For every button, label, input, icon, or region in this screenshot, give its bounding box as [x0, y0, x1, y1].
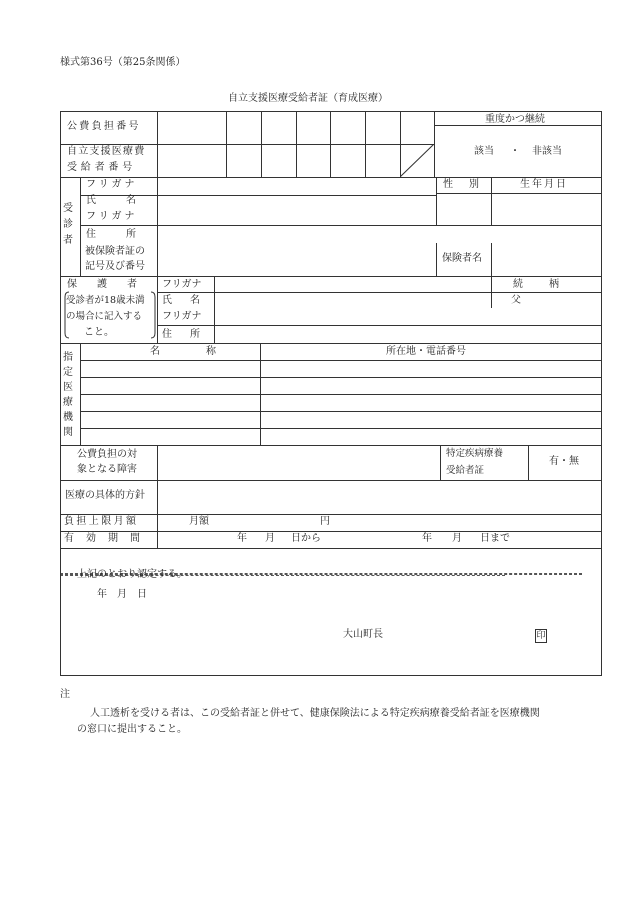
- relation-father: 父: [511, 295, 521, 306]
- row-line: [80, 394, 602, 395]
- outer-border-bottom: [60, 675, 602, 676]
- diagonal-line: [400, 144, 434, 178]
- note-heading: 注: [60, 689, 70, 700]
- patient-label-3: 者: [63, 235, 73, 246]
- guardian-note-3: こと。: [84, 327, 114, 338]
- specific-cert-label-2: 受給者証: [446, 465, 485, 476]
- guardian-note-2: の場合に記入する: [66, 311, 143, 322]
- col-line: [434, 111, 435, 177]
- row-line: [157, 325, 602, 326]
- validity-until-month: 月: [452, 533, 462, 544]
- row-line: [80, 428, 602, 429]
- validity-from-day: 日から: [291, 533, 321, 544]
- outer-border-left: [60, 111, 61, 676]
- patient-name-label: 氏名: [86, 195, 166, 206]
- institution-name-header: 名称: [150, 346, 262, 357]
- row-line: [60, 480, 602, 481]
- row-line: [434, 125, 602, 126]
- row-line: [436, 193, 602, 194]
- recipient-number-label-1: 自立支援医療費: [67, 146, 146, 157]
- guardian-address-label: 住所: [162, 329, 218, 340]
- col-line: [80, 343, 81, 445]
- institution-label-4: 療: [63, 397, 73, 408]
- disability-label-2: 象となる障害: [77, 464, 137, 475]
- seal-mark: 印: [536, 631, 546, 641]
- yes-no-option: 有・無: [549, 456, 579, 467]
- col-line: [436, 243, 437, 276]
- patient-furigana-label: フリガナ: [86, 179, 138, 190]
- severe-label: 重度かつ継続: [485, 114, 545, 125]
- institution-label-6: 関: [63, 427, 73, 438]
- not-applicable-option: 非該当: [532, 146, 562, 157]
- form-number: 様式第36号（第25条関係）: [60, 57, 186, 68]
- birthdate-label: 生年月日: [520, 179, 568, 190]
- disability-label-1: 公費負担の対: [77, 449, 137, 460]
- yen-label: 円: [320, 516, 330, 527]
- validity-from-month: 月: [265, 533, 275, 544]
- row-line: [80, 411, 602, 412]
- col-line: [261, 111, 262, 177]
- row-line: [80, 360, 602, 361]
- public-number-label: 公費負担番号: [67, 121, 141, 132]
- separator-dot: ・: [510, 146, 520, 157]
- patient-address-label: 住所: [86, 229, 166, 240]
- row-line: [60, 445, 602, 446]
- recipient-number-label-2: 受給者番号: [67, 162, 136, 173]
- row-line: [60, 276, 602, 277]
- policy-label: 医療の具体的方針: [65, 490, 145, 501]
- col-line: [157, 177, 158, 276]
- col-line: [440, 445, 441, 480]
- col-line: [157, 445, 158, 548]
- applicable-option: 該当: [474, 146, 494, 157]
- insurer-label: 保険者名: [442, 253, 482, 264]
- patient-furigana-label-2: フリガナ: [86, 211, 138, 222]
- validity-until-year: 年: [422, 533, 432, 544]
- guardian-furigana-label: フリガナ: [162, 279, 202, 290]
- row-line: [60, 343, 602, 344]
- row-line: [60, 531, 602, 532]
- insurance-cert-label-1: 被保険者証の: [85, 246, 145, 257]
- monthly-label: 月額: [189, 516, 209, 527]
- guardian-name-label: 氏名: [162, 295, 218, 306]
- certify-date: 年 月 日: [97, 589, 147, 600]
- col-line: [528, 445, 529, 480]
- col-line: [491, 276, 492, 308]
- institution-address-header: 所在地・電話番号: [386, 346, 466, 357]
- row-line: [157, 292, 602, 293]
- note-line-2: の窓口に提出すること。: [77, 724, 187, 735]
- patient-label-1: 受: [63, 203, 73, 214]
- col-line: [157, 276, 158, 343]
- col-line: [491, 243, 492, 276]
- row-line: [60, 177, 602, 178]
- col-line: [330, 111, 331, 177]
- col-line: [260, 343, 261, 445]
- row-line: [60, 514, 602, 515]
- col-line: [80, 177, 81, 276]
- guardian-label: 保護者: [67, 279, 157, 290]
- validity-from-year: 年: [237, 533, 247, 544]
- guardian-note-1: 受診者が18歳未満: [66, 295, 145, 306]
- certify-text: 上記のとおり認定する。: [77, 569, 187, 580]
- institution-label-1: 指: [63, 352, 73, 363]
- relation-label: 続柄: [513, 279, 585, 290]
- col-line: [226, 111, 227, 177]
- validity-label: 有効期間: [64, 533, 152, 544]
- sex-label: 性別: [443, 179, 495, 190]
- institution-label-3: 医: [63, 382, 73, 393]
- col-line: [365, 111, 366, 177]
- form-title: 自立支援医療受給者証（育成医療）: [228, 93, 388, 104]
- mayor-label: 大山町長: [343, 629, 383, 640]
- patient-label-2: 診: [63, 219, 73, 230]
- limit-label: 負担上限月額: [64, 516, 139, 527]
- row-line: [60, 144, 434, 145]
- col-line: [157, 111, 158, 177]
- col-line: [436, 177, 437, 225]
- note-line-1: 人工透析を受ける者は、この受給者証と併せて、健康保険法による特定疾病療養受給者証を医療機関: [90, 708, 540, 719]
- outer-border-top: [60, 111, 602, 112]
- col-line: [296, 111, 297, 177]
- row-line: [80, 225, 602, 226]
- institution-label-5: 機: [63, 412, 73, 423]
- institution-label-2: 定: [63, 367, 73, 378]
- row-line: [80, 377, 602, 378]
- row-line: [60, 548, 602, 549]
- guardian-furigana-label-2: フリガナ: [162, 311, 202, 322]
- validity-until-day: 日まで: [480, 533, 510, 544]
- insurance-cert-label-2: 記号及び番号: [85, 261, 145, 272]
- specific-cert-label-1: 特定疾病療養: [446, 448, 504, 459]
